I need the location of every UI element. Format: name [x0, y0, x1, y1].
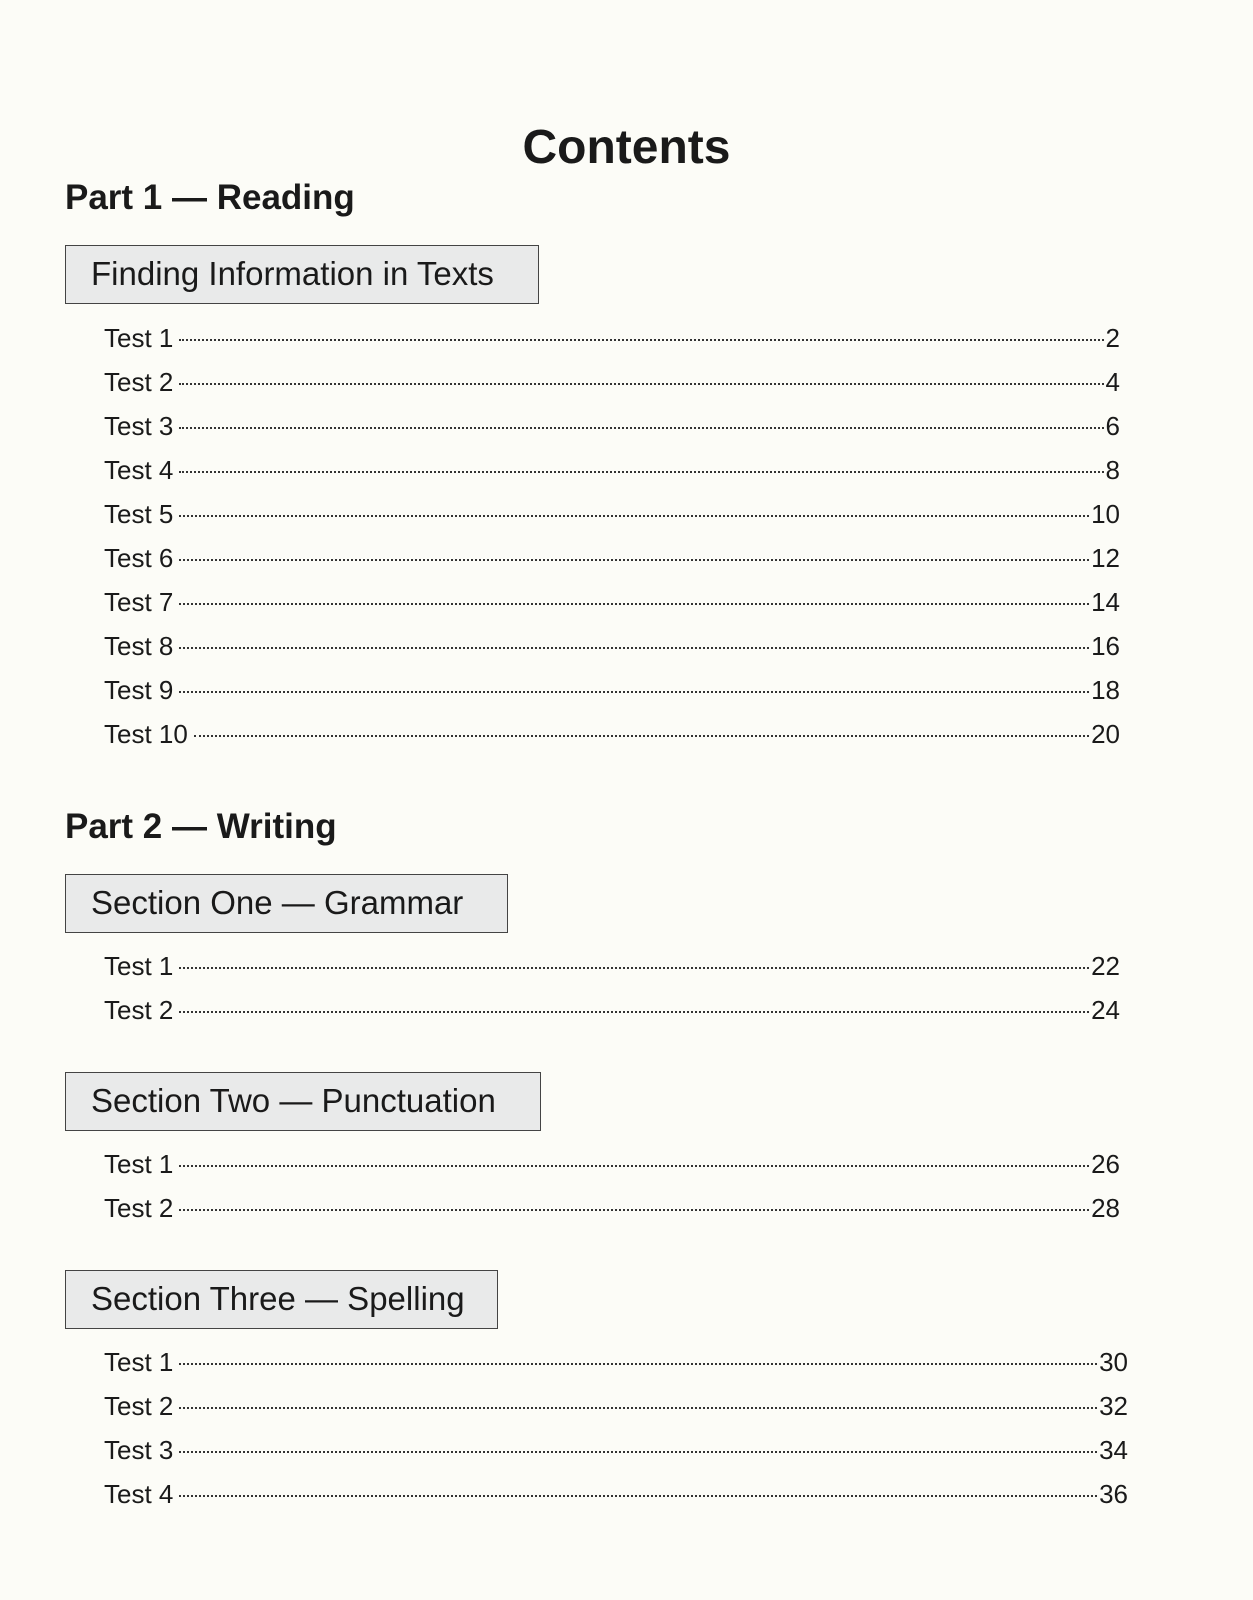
toc-entry[interactable]	[104, 404, 1120, 448]
toc-entry-page: 28	[1091, 1193, 1120, 1223]
toc-entry-label: Test 10	[104, 719, 188, 749]
dot-leader	[179, 383, 1103, 385]
toc-entry-page: 12	[1091, 543, 1120, 573]
toc-entry[interactable]	[104, 492, 1120, 536]
toc-entry-page: 34	[1099, 1435, 1128, 1465]
section-box-finding-information: Finding Information in Texts	[65, 245, 539, 304]
toc-entry-page: 18	[1091, 675, 1120, 705]
dot-leader	[179, 471, 1103, 473]
page-title: Contents	[522, 121, 731, 175]
dot-leader	[179, 603, 1089, 605]
toc-entry-label: Test 1	[104, 1149, 174, 1179]
part-heading-writing: Part 2 — Writing	[65, 807, 337, 846]
toc-entry-label: Test 7	[104, 587, 174, 617]
dot-leader	[179, 1209, 1089, 1211]
toc-entry-label: Test 9	[104, 675, 174, 705]
dot-leader	[179, 339, 1103, 341]
toc-entry-label: Test 2	[104, 995, 174, 1025]
toc-entry-page: 30	[1099, 1347, 1128, 1377]
dot-leader	[194, 735, 1089, 737]
toc-entry[interactable]	[104, 316, 1120, 360]
toc-entry-label: Test 1	[104, 951, 174, 981]
toc-entry[interactable]	[104, 712, 1120, 756]
toc-entry[interactable]	[104, 360, 1120, 404]
toc-entry[interactable]	[104, 1340, 1128, 1384]
dot-leader	[179, 1407, 1097, 1409]
toc-entry-label: Test 2	[104, 1193, 174, 1223]
toc-entry-page: 14	[1091, 587, 1120, 617]
dot-leader	[179, 559, 1089, 561]
toc-entry-page: 26	[1091, 1149, 1120, 1179]
toc-entry-page: 4	[1105, 367, 1120, 397]
toc-entry[interactable]	[104, 668, 1120, 712]
toc-list-punctuation	[104, 1142, 1120, 1230]
toc-entry-label: Test 2	[104, 1391, 174, 1421]
toc-entry-label: Test 3	[104, 411, 174, 441]
toc-entry-label: Test 1	[104, 1347, 174, 1377]
toc-list-finding-information	[104, 316, 1120, 756]
toc-entry-label: Test 4	[104, 1479, 174, 1509]
toc-entry-label: Test 8	[104, 631, 174, 661]
toc-entry-label: Test 3	[104, 1435, 174, 1465]
toc-entry-label: Test 1	[104, 323, 174, 353]
toc-entry[interactable]	[104, 580, 1120, 624]
toc-entry-page: 16	[1091, 631, 1120, 661]
toc-entry[interactable]	[104, 944, 1120, 988]
toc-entry[interactable]	[104, 988, 1120, 1032]
toc-entry-page: 2	[1105, 323, 1120, 353]
toc-list-spelling	[104, 1340, 1128, 1516]
toc-entry-page: 20	[1091, 719, 1120, 749]
toc-list-grammar	[104, 944, 1120, 1032]
toc-entry[interactable]	[104, 536, 1120, 580]
dot-leader	[179, 515, 1089, 517]
toc-entry-page: 22	[1091, 951, 1120, 981]
toc-entry[interactable]	[104, 448, 1120, 492]
section-box-punctuation: Section Two — Punctuation	[65, 1072, 541, 1131]
toc-entry[interactable]	[104, 1428, 1128, 1472]
part-heading-reading: Part 1 — Reading	[65, 178, 355, 217]
dot-leader	[179, 1165, 1089, 1167]
toc-entry[interactable]	[104, 624, 1120, 668]
toc-entry-label: Test 2	[104, 367, 174, 397]
toc-entry-label: Test 5	[104, 499, 174, 529]
dot-leader	[179, 967, 1089, 969]
toc-entry[interactable]	[104, 1384, 1128, 1428]
toc-entry-page: 8	[1105, 455, 1120, 485]
toc-entry-page: 6	[1105, 411, 1120, 441]
dot-leader	[179, 1451, 1097, 1453]
toc-entry-page: 36	[1099, 1479, 1128, 1509]
toc-entry-label: Test 6	[104, 543, 174, 573]
toc-entry-page: 32	[1099, 1391, 1128, 1421]
section-box-grammar: Section One — Grammar	[65, 874, 508, 933]
toc-entry-page: 24	[1091, 995, 1120, 1025]
toc-entry-page: 10	[1091, 499, 1120, 529]
toc-entry[interactable]	[104, 1186, 1120, 1230]
toc-entry[interactable]	[104, 1142, 1120, 1186]
dot-leader	[179, 1011, 1089, 1013]
dot-leader	[179, 1495, 1097, 1497]
dot-leader	[179, 1363, 1097, 1365]
dot-leader	[179, 691, 1089, 693]
dot-leader	[179, 427, 1103, 429]
toc-entry-label: Test 4	[104, 455, 174, 485]
dot-leader	[179, 647, 1089, 649]
section-box-spelling: Section Three — Spelling	[65, 1270, 498, 1329]
toc-entry[interactable]	[104, 1472, 1128, 1516]
